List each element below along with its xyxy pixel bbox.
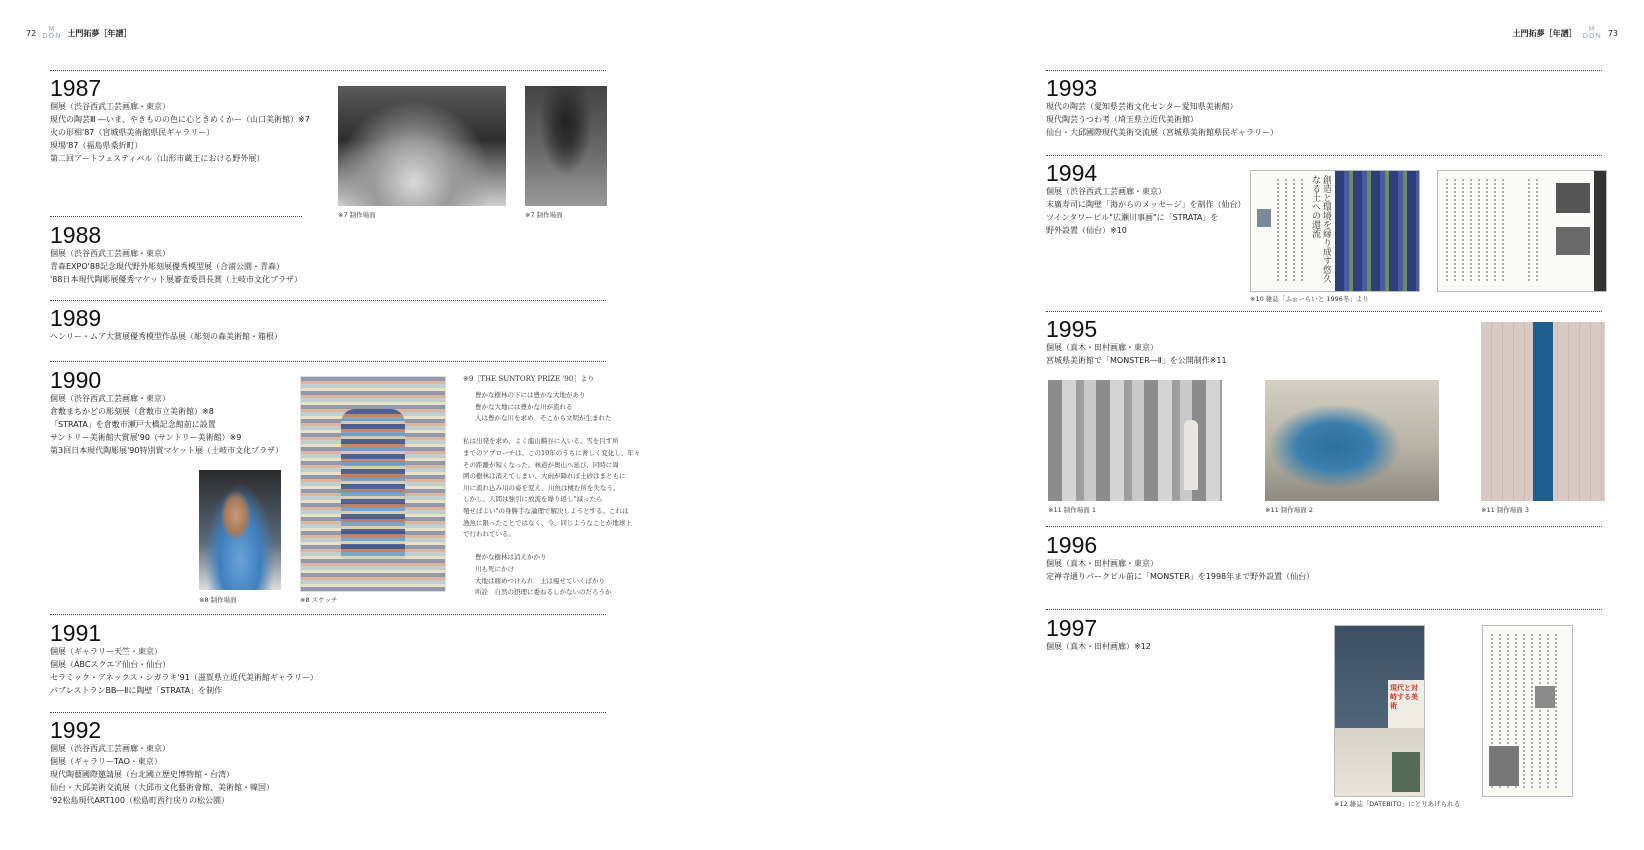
list-item: サントリー美術館大賞展'90（サントリー美術館）※9 (50, 433, 242, 443)
magazine-portrait (1535, 686, 1555, 708)
entries-1993 (1046, 100, 1278, 139)
quote-line: 所詮 自然の摂理に委ねるしかないのだろうか (475, 588, 612, 597)
caption: ※11 制作場面 3 (1481, 506, 1529, 514)
photo-1990-sketch (300, 376, 446, 592)
text-column (1502, 179, 1504, 283)
right-page-title: 土門拓夢［年譜］ (1512, 28, 1577, 38)
text-column (1454, 179, 1456, 283)
magazine-photo (1556, 183, 1590, 213)
list-item: 個展（渋谷西武工芸画廊・東京） (1046, 187, 1166, 196)
list-item: 個展（ギャラリーTAO・東京） (50, 757, 162, 767)
sketch-figure (341, 409, 405, 559)
text-column (1539, 634, 1541, 788)
right-page-number: 73 (1607, 28, 1618, 38)
divider (50, 300, 606, 301)
divider (1046, 70, 1602, 71)
logo-mark: M DON (1582, 25, 1602, 40)
divider (1046, 155, 1602, 156)
divider (50, 614, 606, 615)
list-item: '92松島現代ART100（松島町西行戻りの松公園） (50, 796, 229, 806)
entries-1990 (50, 392, 283, 457)
quote-line: その距離が短くなった。林道が奥山へ延び、同時に周 (463, 460, 619, 469)
text-column (1285, 179, 1287, 283)
year-1990: 1990 (50, 367, 102, 393)
list-item: 個展（ギャラリー天竺・東京） (50, 647, 162, 656)
text-column (1486, 179, 1488, 283)
quote-line: 大地は痛めつけられ 土は痩せていくばかり (475, 576, 605, 585)
caption: ※8 スケッチ (300, 596, 338, 604)
text-column (1528, 179, 1530, 283)
list-item: 「STRATA」を倉敷市瀬戸大橋記念館前に設置 (50, 420, 216, 430)
year-1991: 1991 (50, 620, 102, 646)
caption: ※10 雑誌「ふぉーらいと 1996冬」より (1250, 295, 1369, 303)
text-column (1277, 179, 1279, 283)
year-1996: 1996 (1046, 532, 1098, 558)
text-column (1523, 634, 1525, 788)
list-item: 第二回アートフェスティバル（山形市蔵王における野外展） (50, 154, 265, 164)
list-item: '88日本現代陶彫展優秀マケット展審査委員長賞（土岐市文化プラザ） (50, 275, 302, 285)
divider (50, 70, 606, 71)
entries-1995 (1046, 341, 1227, 367)
list-item: 第3回日本現代陶彫展'90特別賞マケット展（土岐市文化プラザ） (50, 446, 284, 456)
list-item: 仙台・大邱美術交流展（大邱市文化藝術會館、美術館・韓国） (50, 783, 274, 793)
text-column (1536, 179, 1538, 283)
divider (50, 361, 606, 362)
quote-line (463, 541, 640, 553)
quote-line: までのアプローチは、この10年のうちに著しく変化し、年々 (463, 448, 641, 457)
caption: ※8 制作場面 (199, 596, 237, 604)
magazine-portrait (1257, 209, 1271, 227)
entries-1988 (50, 247, 302, 286)
list-item: 定禅寺通りパークビル前に「MONSTER」を1998年まで野外設置（仙台） (1046, 572, 1315, 582)
list-item: 末廣寿司に陶壁「海からのメッセージ」を制作（仙台） (1046, 200, 1246, 210)
text-column (1470, 179, 1472, 283)
quote-line: 豊かな大地には豊かな川が流れる (475, 402, 573, 411)
worker-figure (1184, 420, 1198, 490)
quote-line: 殖せばよい"の身勝手な論理で解決しようとする。これは (463, 506, 629, 515)
quote-line: 川に流れ込み川の姿を変え、川魚は棲む所を失なう。 (463, 483, 620, 492)
list-item: ツインタワービル"広瀬川事画"に「STRATA」を (1046, 213, 1219, 223)
photo-1987-working-2 (525, 86, 607, 206)
caption: ※7 制作場面 (525, 211, 563, 219)
quote-text (463, 390, 640, 599)
entries-1992 (50, 742, 274, 807)
list-item: 野外設置（仙台）※10 (1046, 226, 1127, 236)
year-1988: 1988 (50, 222, 102, 248)
quote-line: 人は豊かな川を求め そこから文明が生まれた (475, 414, 612, 423)
entries-1987 (50, 100, 310, 165)
list-item: ヘンリー・ムア大賞展優秀模型作品展（彫刻の森美術館・箱根） (50, 332, 282, 341)
quote-line: で行われている。 (463, 530, 515, 539)
list-item: 現場'87（福島県桑折町） (50, 141, 143, 151)
entries-1994 (1046, 185, 1246, 237)
cover-headline: 現代と対峙する美術 (1390, 684, 1418, 710)
list-item: 現代の陶芸Ⅲ ―いま、やきものの色に心ときめくかー（山口美術館）※7 (50, 115, 310, 125)
text-column (1478, 179, 1480, 283)
text-column (1531, 634, 1533, 788)
list-item: 個展（渋谷西武工芸画廊・東京） (50, 394, 170, 403)
magazine-dark-bar (1594, 171, 1606, 291)
left-page-title: 土門拓夢［年譜］ (67, 28, 132, 38)
divider (1046, 609, 1602, 610)
year-1997: 1997 (1046, 615, 1098, 641)
list-item: 青森EXPO'88記念現代野外彫刻展優秀模型展（合浦公園・青森） (50, 262, 285, 272)
quote-line: 川も死にかけ (475, 564, 514, 573)
list-item: 仙台・大邱國際現代美術交流展（宮城県美術館県民ギャラリー） (1046, 128, 1278, 138)
photo-1987-working-1 (338, 86, 506, 206)
list-item: 個展（渋谷西武工芸画廊・東京） (50, 744, 170, 753)
text-column (1494, 179, 1496, 283)
magazine-clipping-1994-a (1250, 170, 1420, 292)
photo-1990-portrait (199, 470, 281, 590)
year-1995: 1995 (1046, 316, 1098, 342)
divider (1046, 526, 1602, 527)
logo-mark: M DON (42, 25, 62, 40)
magazine-page-1997 (1482, 625, 1573, 797)
magazine-photo (1489, 746, 1519, 786)
list-item: 個展（ABCスクエア仙台・仙台） (50, 660, 171, 670)
text-column (1555, 634, 1557, 788)
entries-1997 (1046, 640, 1151, 653)
text-column (1462, 179, 1464, 283)
quote-line: 私は出発を求め、よく龍山騎谷に入いる。雪を目す所 (463, 437, 619, 446)
quote-line: 漁魚に限ったことではなく、今、同じようなことが地球上 (463, 518, 632, 527)
list-item: 現代陶藝國際邀請展（台北國立歴史博物館・台湾） (50, 770, 234, 780)
divider (50, 216, 302, 217)
text-column (1301, 179, 1303, 283)
magazine-headline: 創造と環境を縁り成す悠久なる土への還流 (1310, 175, 1331, 283)
quote-line: しかし、人間は強引に放流を繰り返し"減ったら (463, 495, 603, 504)
cover-photo (1392, 752, 1420, 792)
year-1994: 1994 (1046, 160, 1098, 186)
year-1989: 1989 (50, 305, 102, 331)
caption: ※11 制作場面 1 (1048, 506, 1096, 514)
left-page-header (26, 26, 131, 40)
list-item: 個展（真木・田村画廊・東京） (1046, 343, 1158, 352)
divider (50, 712, 606, 713)
list-item: セラミック・アネックス・シガラキ'91（滋賀県立近代美術館ギャラリー） (50, 673, 318, 683)
photo-1995-working-2 (1265, 380, 1439, 501)
text-column (1293, 179, 1295, 283)
year-1987: 1987 (50, 75, 102, 101)
year-1992: 1992 (50, 717, 102, 743)
left-page-number: 72 (26, 28, 37, 38)
magazine-photo (1335, 171, 1419, 291)
text-column (1446, 179, 1448, 283)
caption: ※7 制作場面 (338, 211, 376, 219)
list-item: 個展（渋谷西武工芸画廊・東京） (50, 102, 170, 111)
list-item: 宮城県美術館で「MONSTER―Ⅱ」を公開制作※11 (1046, 356, 1227, 366)
quote-line: 豊かな樹林の下には豊かな大地があり (475, 391, 586, 399)
magazine-cover-1997 (1334, 625, 1425, 797)
quote-line (463, 425, 640, 437)
text-column (1547, 634, 1549, 788)
entries-1996 (1046, 557, 1314, 583)
divider (1046, 311, 1602, 312)
list-item: 現代陶芸うつわ考（埼玉県立近代美術館） (1046, 115, 1198, 125)
right-page-header (1513, 26, 1618, 40)
magazine-photo (1556, 227, 1590, 255)
entries-1991 (50, 645, 318, 697)
caption: ※11 制作場面 2 (1265, 506, 1313, 514)
list-item: 個展（渋谷西武工芸画廊・東京） (50, 249, 170, 258)
quote-line: 囲の樹林は消えてしまい、大雨が降れば土砂はまともに (463, 472, 626, 481)
list-item: 倉敷まちかどの彫刻展（倉敷市立美術館）※8 (50, 407, 214, 417)
list-item: 火の形相'87（宮城県美術館県民ギャラリー） (50, 128, 215, 138)
photo-1995-working-3 (1481, 322, 1605, 501)
photo-1995-working-1 (1048, 380, 1222, 501)
caption: ※12 雑誌「DATEBITO」にとりあげられる (1334, 800, 1461, 808)
list-item: 個展（真木・田村画廊）※12 (1046, 642, 1151, 651)
year-1993: 1993 (1046, 75, 1098, 101)
list-item: パブレストランBB―Ⅱに陶壁「STRATA」を制作 (50, 686, 223, 696)
magazine-clipping-1994-b (1437, 170, 1607, 292)
quote-heading: ※9［THE SUNTORY PRIZE '90］より (463, 375, 595, 383)
entries-1989 (50, 330, 282, 343)
list-item: 現代の陶芸（愛知県芸術文化センター愛知県美術館） (1046, 102, 1238, 111)
quote-line: 豊かな樹林は消えかかり (475, 553, 547, 562)
list-item: 個展（真木・田村画廊・東京） (1046, 559, 1158, 568)
